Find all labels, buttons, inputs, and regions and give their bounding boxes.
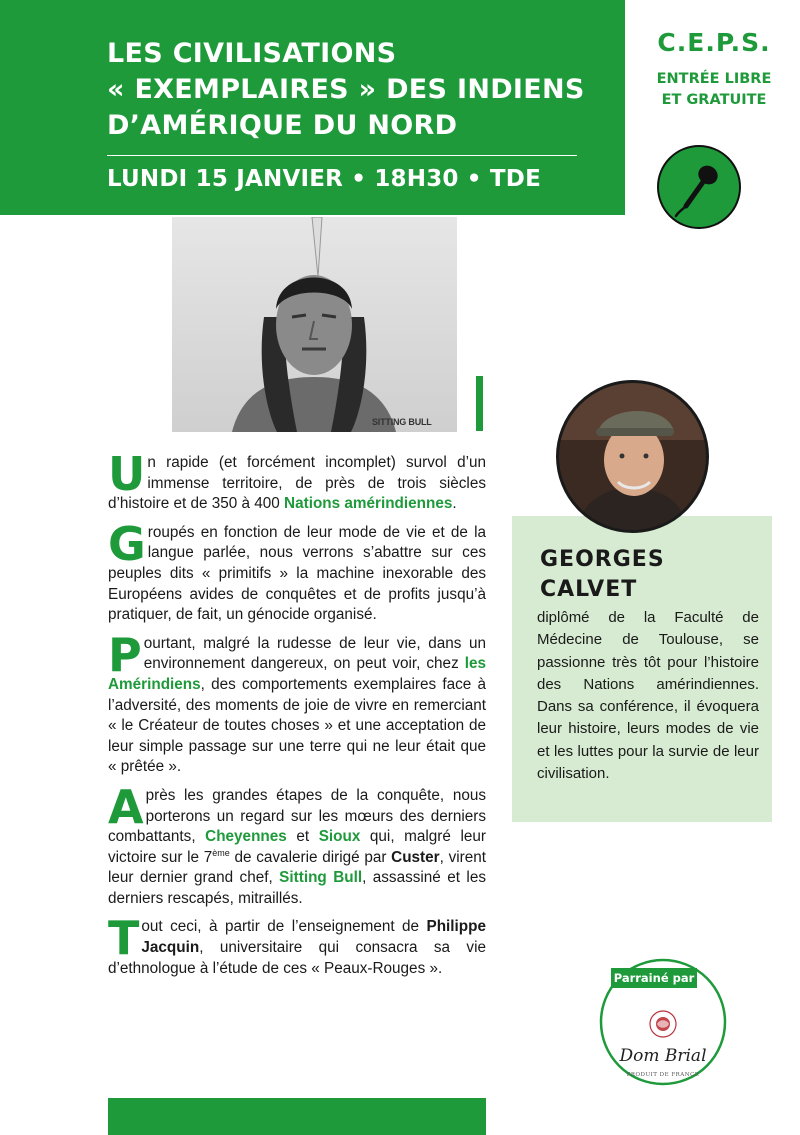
paragraph-1 <box>108 447 486 515</box>
speaker-bio: diplômé de la Faculté de Médecine de Toulouse, se passionne très tôt pour l’histoire des Nations amérindiennes. Dans sa conférence, il évoquera leur histoire, leurs modes de vie et les luttes pour la survie de leur civilisation. <box>537 609 759 783</box>
paragraph-text: , virent leur dernier grand chef, <box>108 848 486 887</box>
paragraph-text: out ceci, à partir de l’enseignement de <box>141 918 427 936</box>
event-date: LUNDI 15 JANVIER • 18H30 • TDE <box>107 166 542 192</box>
paragraph-text: , assassiné et les derniers rescapés, mitraillés. <box>108 869 486 907</box>
paragraph-5 <box>108 911 486 979</box>
paragraph-text: et <box>286 828 319 846</box>
ordinal-suffix: ème <box>212 847 230 858</box>
entry-line-1: ENTRÉE LIBRE <box>656 71 772 87</box>
dropcap: T <box>108 911 140 966</box>
paragraph-text: , universitaire qui consacra sa vie d’ethnologue à l’étude de ces « Peaux-Rouges ». <box>108 939 486 977</box>
speaker-first-name: GEORGES <box>540 547 665 572</box>
entry-line-2: ET GRATUITE <box>661 92 767 108</box>
paragraph-3 <box>108 627 486 778</box>
highlight-sioux: Sioux <box>318 828 361 846</box>
bold-philippe-jacquin: Philippe Jacquin <box>141 918 486 957</box>
sponsor-label: Parrainé par <box>611 968 697 988</box>
portrait-caption: SITTING BULL <box>372 417 432 427</box>
paragraph-text: n rapide (et forcément incomplet) survol d’un immense territoire, de près de trois siècles d’histoire et de 350 à 400 <box>108 454 486 513</box>
bold-custer: Custer <box>391 848 440 866</box>
highlight-amerindiens: les Amérindiens <box>108 655 486 693</box>
footer-bar <box>108 1098 486 1135</box>
title-line-1: LES CIVILISATIONS <box>107 38 397 69</box>
highlight-cheyennes: Cheyennes <box>205 828 287 846</box>
speaker-photo <box>556 380 709 533</box>
brand-logo: Dom Brial <box>619 1046 707 1066</box>
header-divider <box>107 155 577 156</box>
accent-bar <box>476 376 483 431</box>
dropcap: P <box>108 627 142 682</box>
free-entry-note <box>628 69 800 111</box>
sitting-bull-portrait <box>172 217 457 432</box>
paragraph-text: ourtant, malgré la rudesse de leur vie, dans un environnement dangereux, on peut voir, chez <box>143 634 486 673</box>
speaker-last-name: CALVET <box>540 577 638 602</box>
paragraph-4 <box>108 779 486 910</box>
brand-tagline: PRODUIT DE FRANCE <box>626 1072 700 1078</box>
dropcap: G <box>108 516 146 571</box>
highlight-sitting-bull: Sitting Bull <box>279 869 363 887</box>
highlight-nations: Nations amérindiennes <box>284 495 453 513</box>
dropcap: A <box>108 779 144 834</box>
paragraph-text: près les grandes étapes de la conquête, nous porterons un regard sur les mœurs des derniers combattants, <box>108 786 486 846</box>
ceps-block <box>628 28 800 111</box>
paragraph-2 <box>108 516 486 626</box>
header-banner <box>0 0 625 215</box>
microphone-icon <box>656 144 742 230</box>
event-title <box>107 36 617 144</box>
dropcap: U <box>108 447 146 501</box>
title-line-3: D’AMÉRIQUE DU NORD <box>107 110 458 141</box>
paragraph-text: roupés en fonction de leur mode de vie et de la langue parlée, nous verrons s’abattre sur ces peuples dits « primitifs » la machine inexorable des Européens avides de conquêtes et de profits jusqu’à pratiquer, de fait, un génocide organisé. <box>108 523 486 624</box>
paragraph-text: qui, malgré leur victoire sur le 7 <box>108 828 486 866</box>
paragraph-text: . <box>452 495 457 513</box>
ceps-name: C.E.P.S. <box>657 28 771 57</box>
paragraph-text: de cavalerie dirigé par <box>229 848 392 866</box>
paragraph-text: , des comportements exemplaires face à l’adversité, des moments de joie de vivre en remerciant « le Créateur de toutes choses » et une acceptation de leur simple passage sur une terre qui ne leur était que « prêtée ». <box>108 675 486 776</box>
title-line-2: « EXEMPLAIRES » DES INDIENS <box>107 74 585 105</box>
speaker-name <box>540 545 665 605</box>
article-body <box>108 447 486 987</box>
